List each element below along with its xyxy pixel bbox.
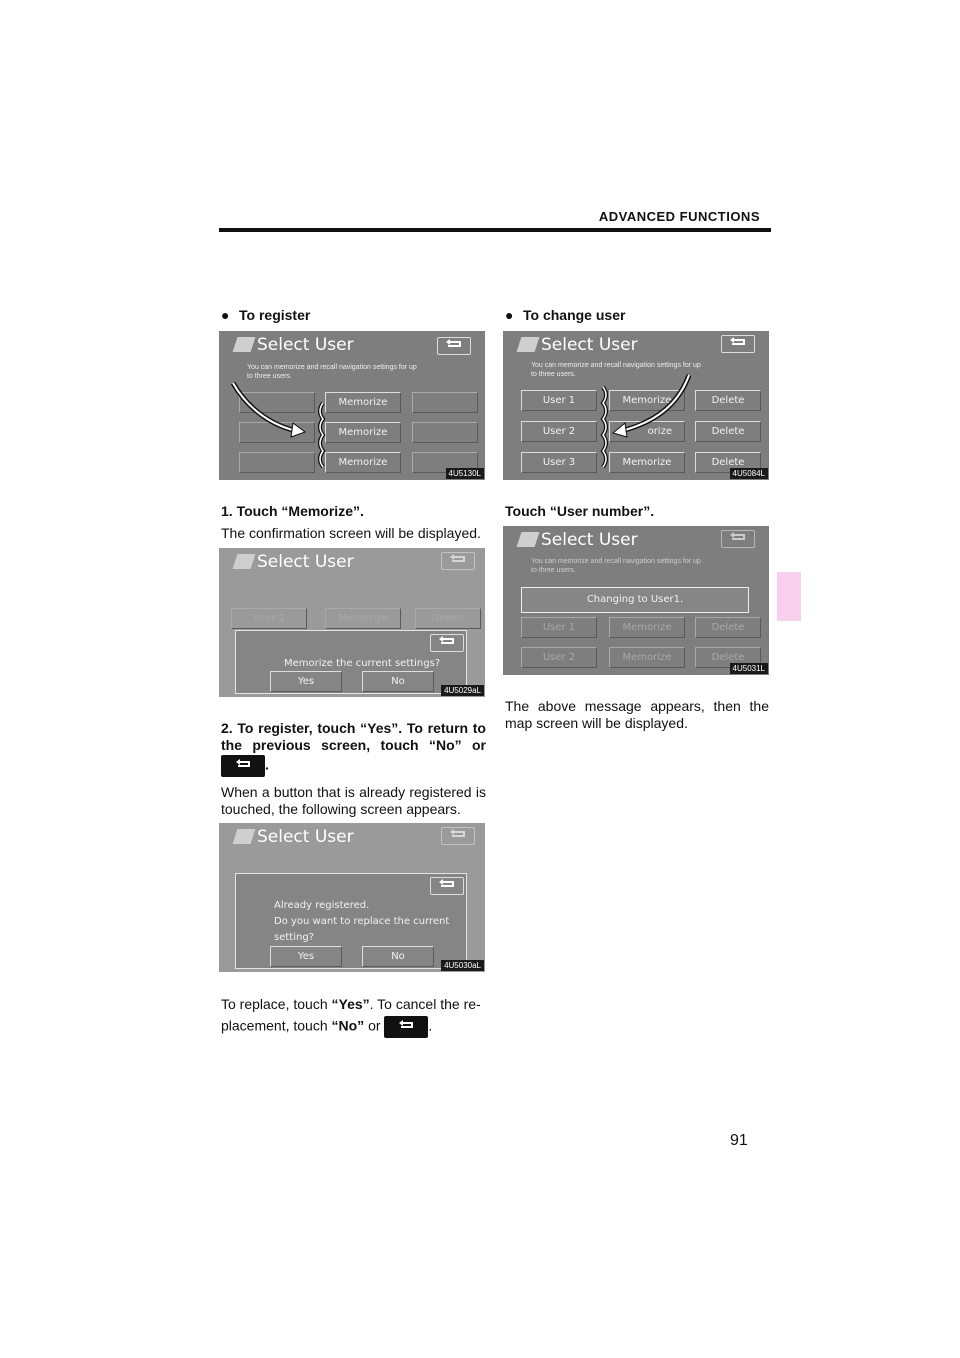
bullet-icon: ● — [505, 307, 514, 323]
back-key-icon — [221, 755, 265, 777]
figure-code: 4U5031L — [730, 663, 768, 674]
user-1-button[interactable]: User 1 — [521, 617, 597, 638]
dialog-back-button[interactable] — [430, 634, 464, 652]
pointer-arrows-icon — [219, 331, 485, 480]
no-button[interactable]: No — [362, 671, 434, 692]
memorize-button-3[interactable]: Memorize — [325, 452, 401, 473]
dialog-back-button[interactable] — [430, 877, 464, 895]
step-2-line-2: the previous screen, touch “No” or — [221, 737, 486, 753]
screenshot-register — [219, 331, 485, 480]
delete-button-3[interactable]: Delete — [695, 452, 761, 473]
memorize-button-2[interactable]: Memorize — [325, 422, 401, 443]
memorize-button-1[interactable]: Memorize — [609, 390, 685, 411]
notebook-icon — [233, 829, 256, 844]
touch-user-step: Touch “User number”. — [505, 503, 655, 519]
screen-title: Select User — [257, 335, 354, 355]
screen-description: You can memorize and recall navigation settings for up to three users. — [531, 362, 701, 378]
figure-code: 4U5030aL — [441, 960, 484, 971]
return-arrow-icon — [722, 531, 754, 547]
user-1-button[interactable]: User 1 — [521, 390, 597, 411]
replace-line-1: To replace, touch “Yes”. To cancel the re- — [221, 996, 481, 1012]
screen-description: You can memorize and recall navigation settings for up to three users. — [531, 558, 701, 574]
return-arrow-icon — [431, 878, 463, 894]
back-key-icon — [384, 1016, 428, 1038]
section-tab — [777, 572, 801, 621]
screenshot-confirm — [219, 548, 485, 697]
dialog-line-2: Do you want to replace the current — [274, 916, 450, 927]
step-1: 1. Touch “Memorize”. — [221, 503, 364, 519]
back-button[interactable] — [721, 530, 755, 548]
final-line-2: map screen will be displayed. — [505, 715, 688, 731]
dialog-message: Memorize the current settings? — [284, 658, 441, 669]
memorize-button-1[interactable]: Memorize — [325, 392, 401, 413]
delete-button[interactable]: Delete — [415, 608, 481, 629]
back-button[interactable] — [441, 827, 475, 845]
pointer-arrows-icon — [503, 331, 769, 480]
back-button[interactable] — [441, 552, 475, 570]
figure-code: 4U5130L — [446, 468, 484, 479]
bullet-icon: ● — [221, 307, 230, 323]
notebook-icon — [233, 554, 256, 569]
return-arrow-icon — [442, 828, 474, 844]
dialog-line-3: setting? — [274, 932, 314, 943]
figure-code: 4U5029aL — [441, 685, 484, 696]
user-1-button[interactable]: User 1 — [231, 608, 307, 629]
return-arrow-icon — [431, 635, 463, 651]
dialog-line-1: Already registered. — [274, 900, 370, 911]
delete-button-2[interactable]: Delete — [695, 647, 761, 668]
no-button[interactable]: No — [362, 946, 434, 967]
memorize-button[interactable]: Memorize — [325, 608, 401, 629]
user-2-button[interactable]: User 2 — [521, 421, 597, 442]
note-2-line-1: When a button that is already registered is — [221, 784, 486, 800]
screen-title: Select User — [257, 827, 354, 847]
delete-button-2[interactable]: Delete — [695, 421, 761, 442]
changing-user-message: Changing to User1. — [521, 587, 749, 613]
screen-title: Select User — [541, 335, 638, 355]
change-user-heading: ● To change user — [505, 307, 626, 323]
section-header: ADVANCED FUNCTIONS — [598, 209, 760, 224]
screenshot-change-user — [503, 331, 769, 480]
figure-code: 4U5084L — [730, 468, 768, 479]
register-heading: ● To register — [221, 307, 311, 323]
screen-title: Select User — [257, 552, 354, 572]
screenshot-already-registered — [219, 823, 485, 972]
screenshot-changing-user — [503, 526, 769, 675]
replace-dialog — [235, 873, 467, 969]
notebook-icon — [517, 532, 540, 547]
return-arrow-icon — [442, 553, 474, 569]
user-3-button[interactable]: User 3 — [521, 452, 597, 473]
screen-description: You can memorize and recall navigation settings for up to three users. — [247, 364, 417, 380]
delete-button-1[interactable]: Delete — [695, 617, 761, 638]
yes-button[interactable]: Yes — [270, 671, 342, 692]
note-2-line-2: touched, the following screen appears. — [221, 801, 461, 817]
step-2-line-3: . — [221, 755, 269, 777]
screen-title: Select User — [541, 530, 638, 550]
memorize-button-3[interactable]: Memorize — [609, 452, 685, 473]
memorize-button-2[interactable]: orize — [609, 421, 685, 442]
delete-button-1[interactable]: Delete — [695, 390, 761, 411]
memorize-button-2[interactable]: Memorize — [609, 647, 685, 668]
yes-button[interactable]: Yes — [270, 946, 342, 967]
memorize-button-1[interactable]: Memorize — [609, 617, 685, 638]
final-line-1: The above message appears, then the — [505, 698, 769, 714]
replace-line-2: placement, touch “No” or . — [221, 1016, 432, 1038]
user-2-button[interactable]: User 2 — [521, 647, 597, 668]
confirm-dialog — [235, 630, 467, 694]
page-number: 91 — [730, 1132, 748, 1149]
step-2-line-1: 2. To register, touch “Yes”. To return to — [221, 720, 486, 736]
header-rule — [219, 228, 771, 232]
step-1-note: The confirmation screen will be displayed. — [221, 525, 481, 541]
